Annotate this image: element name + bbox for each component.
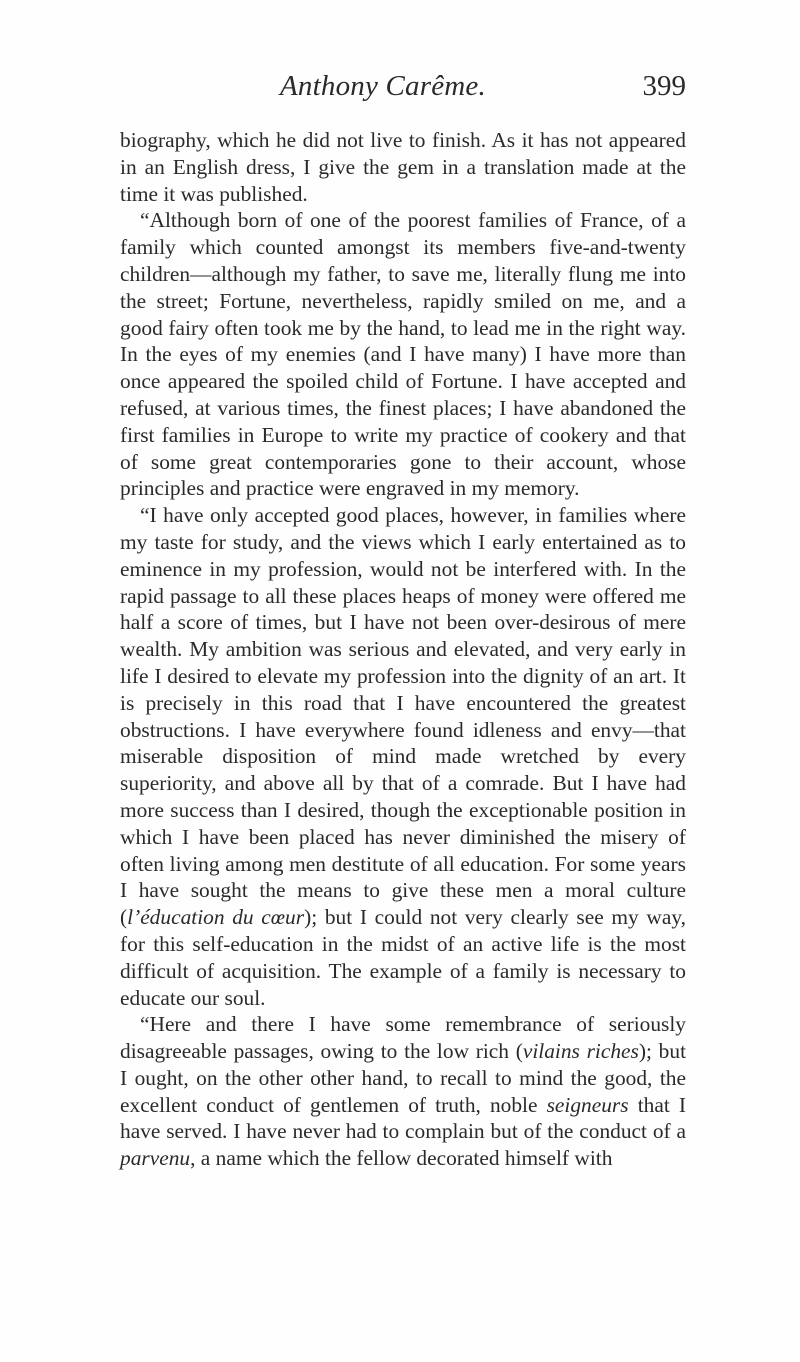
running-head (120, 70, 686, 110)
paragraph-4-d: , a name which the fellow decorated himself with (190, 1146, 613, 1171)
paragraph-4-a: “Here and there I have some remembrance of seriously disagreeable passages, owing to the low rich ( (120, 1012, 686, 1064)
running-title: Anthony Carême. (280, 70, 486, 102)
paragraph-4-italic-2: seigneurs (546, 1092, 629, 1117)
paragraph-4-italic-3: parvenu (120, 1146, 191, 1171)
paragraph-3 (120, 502, 686, 1011)
paragraph-1: biography, which he did not live to finish. As it has not appeared in an English dress, I give the gem in a translation made at the time it was published. (120, 128, 686, 206)
paragraph-3-italic: l’éducation du cœur (127, 905, 305, 930)
paragraph-3-end: ); but I could not very clearly see my way, for this self-education in the midst of an active life is the most difficult of acquisition. The example of a family is necessary to educate our soul. (120, 905, 686, 1010)
paragraph-4-b: ); but I ought, on the other other hand, to recall to mind the good, the excellent conduct of gentlemen of truth, noble (120, 1039, 687, 1117)
paragraph-4 (120, 1011, 686, 1172)
paragraph-3-text: “I have only accepted good places, however, in families where my taste for study, and the views which I early entertained as to eminence in my profession, would not be interfered with. In the rapid passage to all these places heaps of money were offered me half a score of times, but I have not been over-desirous of mere wealth. My ambition was serious and elevated, and very early in life I desired to elevate my profession into the dignity of an art. It is precisely in this road that I have encountered the greatest obstructions. I have everywhere found idleness and envy—that miserable disposition of mind made wretched by every superiority, and above all by that of a comrade. But I have had more success than I desired, though the exceptionable position in which I have been placed has never diminished the misery of often living among men destitute of all education. For some years I have sought the means to give these men a moral culture ( (120, 503, 686, 930)
body-text (120, 127, 686, 1172)
paragraph-4-c: that I have served. I have never had to complain but of the conduct of a (120, 1092, 686, 1144)
page-number: 399 (642, 70, 686, 102)
paragraph-2: “Although born of one of the poorest families of France, of a family which counted amongst its members five-and-twenty children—although my father, to save me, literally flung me into the street; Fortune, nevertheless, rapidly smiled on me, and a good fairy often took me by the hand, to lead me in the right way. In the eyes of my enemies (and I have many) I have more than once appeared the spoiled child of Fortune. I have accepted and refused, at various times, the finest places; I have abandoned the first families in Europe to write my practice of cookery and that of some great contemporaries gone to their account, whose principles and practice were engraved in my memory. (120, 208, 686, 501)
paragraph-4-italic-1: vilains riches (522, 1039, 639, 1064)
